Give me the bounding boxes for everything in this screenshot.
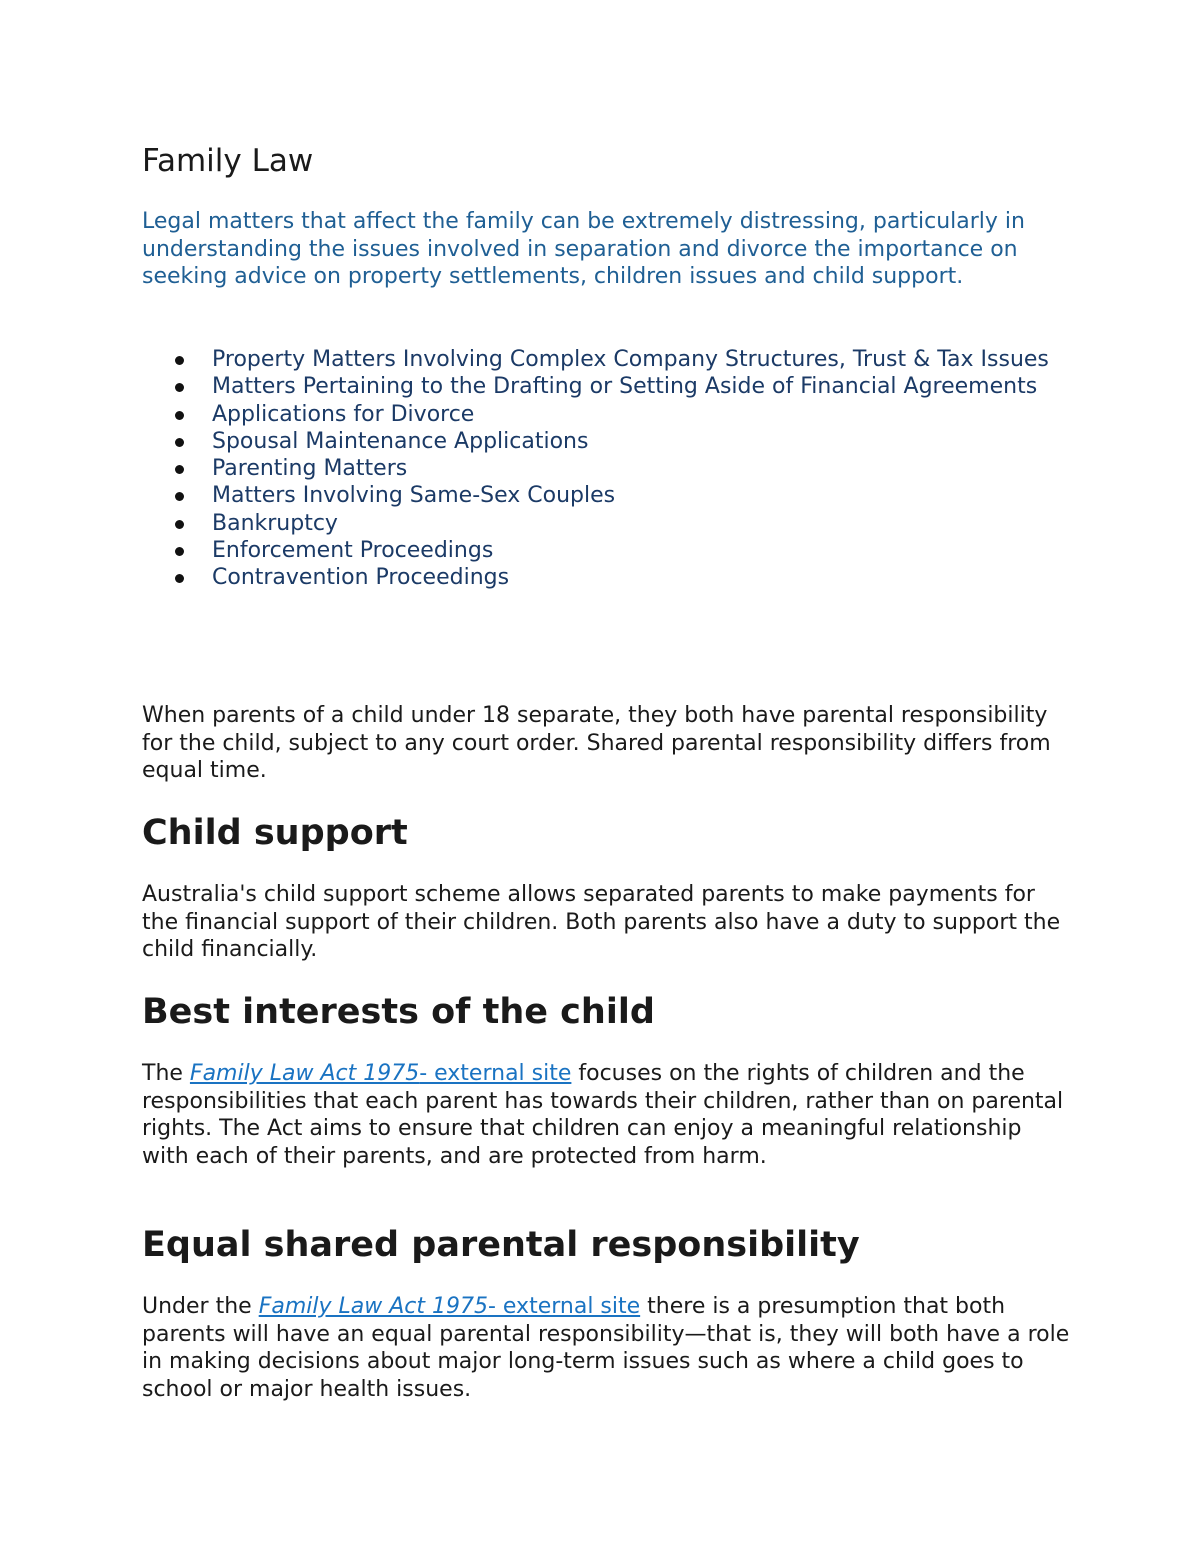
family-law-act-link-title: Family Law Act 1975	[189, 1061, 420, 1086]
list-item	[142, 428, 1072, 455]
equal-shared-heading: Equal shared parental responsibility	[142, 1225, 860, 1265]
equal-shared-text-before: Under the	[142, 1294, 259, 1319]
list-item	[142, 373, 1072, 400]
list-item	[142, 482, 1072, 509]
bullet-icon	[175, 547, 184, 556]
parental-responsibility-paragraph: When parents of a child under 18 separate, they both have parental responsibility for the child, subject to any court order. Shared parental responsibility differs from equal time.	[142, 703, 1051, 783]
best-interests-paragraph	[142, 1060, 1072, 1170]
best-interests-heading: Best interests of the child	[142, 992, 655, 1032]
best-interests-text-after: focuses on the rights of children and the responsibilities that each parent has towards their children, rather than on parental rights. The Act aims to ensure that children can enjoy a meaningful relationship with each of their parents, and are protected from harm.	[142, 1061, 1064, 1169]
list-item	[142, 401, 1072, 428]
list-item-text: Matters Pertaining to the Drafting or Setting Aside of Financial Agreements	[212, 374, 1038, 400]
family-law-act-link-title: Family Law Act 1975	[258, 1294, 488, 1319]
best-interests-text-before: The	[142, 1061, 190, 1086]
list-item	[142, 537, 1072, 564]
bullet-icon	[175, 411, 184, 420]
list-item	[142, 564, 1072, 591]
equal-shared-paragraph	[142, 1293, 1072, 1403]
bullet-icon	[175, 574, 184, 583]
list-item-text: Bankruptcy	[212, 510, 338, 536]
document-title: Family Law	[142, 143, 314, 179]
bullet-icon	[175, 438, 184, 447]
services-list	[142, 346, 1072, 592]
list-item-text: Matters Involving Same-Sex Couples	[212, 483, 616, 509]
list-item-text: Applications for Divorce	[212, 401, 475, 427]
family-law-act-link[interactable]	[259, 1294, 640, 1319]
bullet-icon	[175, 356, 184, 365]
bullet-icon	[175, 520, 184, 529]
list-item	[142, 510, 1072, 537]
list-item-text: Property Matters Involving Complex Company Structures, Trust & Tax Issues	[212, 347, 1049, 372]
bullet-icon	[175, 465, 184, 474]
family-law-act-link[interactable]	[190, 1061, 571, 1086]
child-support-heading: Child support	[142, 813, 408, 853]
list-item-text: Spousal Maintenance Applications	[212, 428, 589, 454]
bullet-icon	[175, 383, 184, 392]
list-item	[142, 455, 1072, 482]
child-support-paragraph: Australia's child support scheme allows separated parents to make payments for the financial support of their children. Both parents also have a duty to support the child financially.	[142, 882, 1061, 962]
bullet-icon	[175, 492, 184, 501]
list-item	[142, 346, 1072, 373]
list-item-text: Enforcement Proceedings	[212, 538, 494, 564]
list-item-text: Parenting Matters	[212, 456, 408, 482]
family-law-act-link-suffix: - external site	[487, 1294, 641, 1319]
list-item-text: Contravention Proceedings	[212, 565, 510, 591]
equal-shared-text-after: there is a presumption that both parents will have an equal parental responsibility—that is, they will both have a role in making decisions about major long-term issues such as where a child goes to school or major health issues.	[142, 1294, 1070, 1402]
intro-paragraph: Legal matters that affect the family can be extremely distressing, particularly in understanding the issues involved in separation and divorce the importance on seeking advice on property settlements, children issues and child support.	[142, 209, 1025, 289]
family-law-act-link-suffix: - external site	[419, 1061, 572, 1086]
